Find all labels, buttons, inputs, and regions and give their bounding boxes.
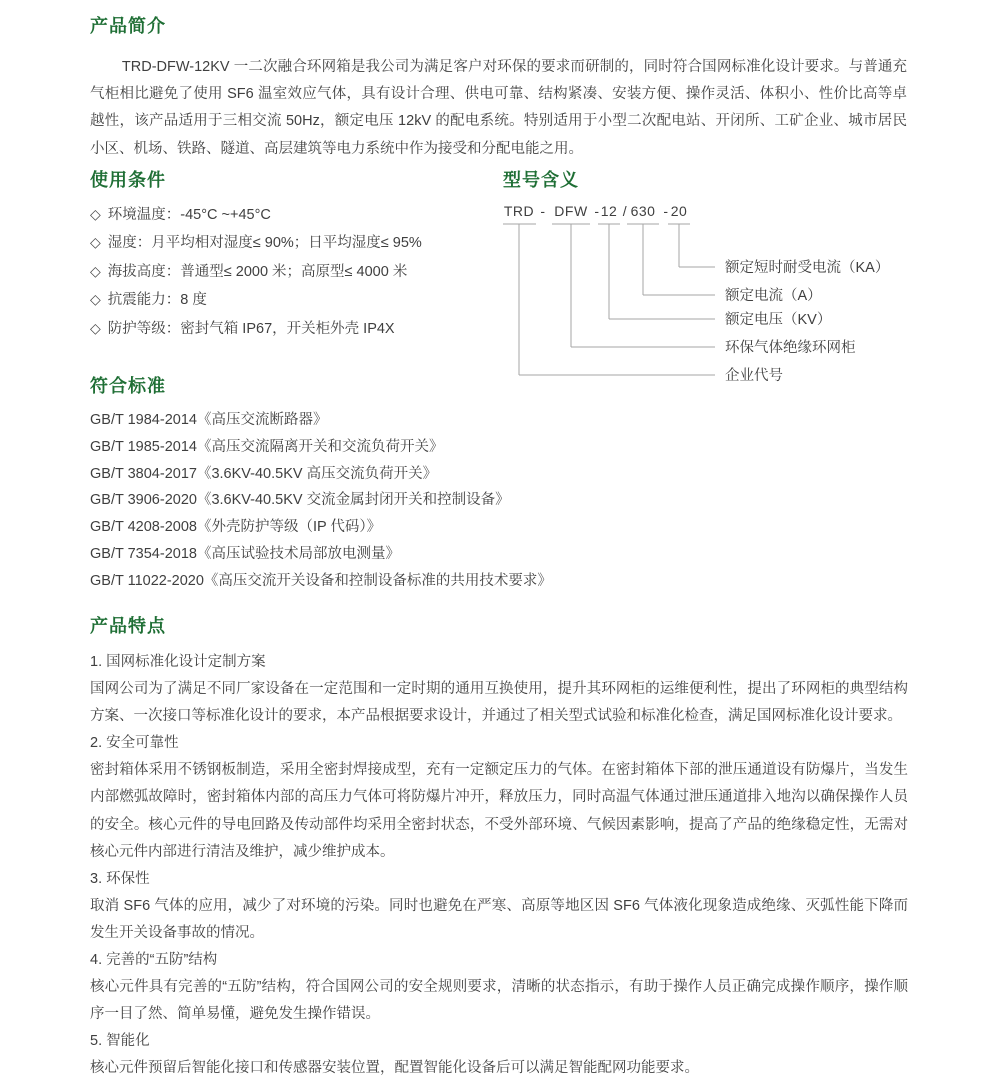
section-model-designation: [503, 168, 923, 390]
section-title-model-designation: 型号含义: [503, 170, 579, 190]
model-code-prefix: TRD: [503, 203, 535, 219]
section-product-introduction: [90, 14, 907, 163]
condition-item: [90, 201, 490, 229]
condition-item: [90, 286, 490, 314]
section-usage-conditions: [90, 168, 490, 343]
condition-item: [90, 258, 490, 286]
feature-body: 国网公司为了满足不同厂家设备在一定范围和一定时期的通用互换使用，提升其环网柜的运维便利性，提出了环网柜的典型结构方案、一次接口等标准化设计的要求，本产品根据要求设计，并通过了相关型式试验和标准化检查，满足国网标准化设计要求。: [90, 681, 908, 725]
model-code-voltage: 12: [600, 203, 618, 219]
model-code-withstand: 20: [670, 203, 688, 219]
feature-name: 1. 国网标准化设计定制方案: [90, 654, 266, 670]
section-compliance-standards: [90, 374, 907, 595]
feature-item: [90, 1028, 908, 1082]
standard-item: GB/T 4208-2008《外壳防护等级（IP 代码）》: [90, 519, 382, 536]
model-label-gas-insulated-cabinet: 环保气体绝缘环网柜: [725, 340, 856, 356]
model-code-separator: -: [663, 203, 669, 219]
feature-item: [90, 866, 908, 947]
feature-item: [90, 947, 908, 1028]
standard-item: GB/T 1984-2014《高压交流断路器》: [90, 412, 328, 428]
condition-text: 湿度：月平均相对湿度≤ 90%；日平均湿度≤ 95%: [107, 235, 422, 252]
standard-item: GB/T 3804-2017《3.6KV-40.5KV 高压交流负荷开关》: [90, 465, 438, 482]
model-code-separator: -: [540, 203, 546, 219]
section-product-features: [90, 614, 908, 1083]
diamond-bullet-icon: ◇: [90, 234, 101, 251]
model-label-rated-current: 额定电流（A）: [725, 288, 822, 304]
section-title-compliance-standards: 符合标准: [90, 376, 166, 396]
features-list: [90, 649, 908, 1083]
feature-name: 2. 安全可靠性: [90, 735, 179, 752]
section-title-product-features: 产品特点: [90, 616, 166, 636]
model-label-rated-voltage: 额定电压（KV）: [725, 312, 832, 328]
condition-item: [90, 315, 490, 343]
standard-item: GB/T 7354-2018《高压试验技术局部放电测量》: [90, 545, 400, 562]
feature-body: 密封箱体采用不锈钢板制造，采用全密封焊接成型，充有一定额定压力的气体。在密封箱体下部的泄压通道设有防爆片，当发生内部燃弧故障时，密封箱体内部的高压力气体可将防爆片冲开，释放压力，同时高温气体通过泄压通道排入地沟以确保操作人员的安全。核心元件的导电回路及传动部件均采用全密封状态，不受外部环境、气候因素影响，提高了产品的绝缘稳定性，无需对核心元件内部进行清洁及维护，减少维护成本。: [90, 762, 908, 860]
standard-item: GB/T 1985-2014《高压交流隔离开关和交流负荷开关》: [90, 438, 444, 455]
condition-text: 海拔高度：普通型≤ 2000 米；高原型≤ 4000 米: [107, 263, 408, 280]
diamond-bullet-icon: ◇: [90, 262, 101, 279]
diamond-bullet-icon: ◇: [90, 319, 101, 336]
feature-name: 3. 环保性: [90, 870, 150, 887]
model-code-series: DFW: [554, 203, 588, 219]
section-title-product-introduction: 产品简介: [90, 16, 166, 36]
feature-name: 5. 智能化: [90, 1033, 150, 1050]
feature-item: [90, 730, 908, 865]
feature-body: 取消 SF6 气体的应用，减少了对环境的污染。同时也避免在严寒、高原等地区因 SF6 气体液化现象造成绝缘、灭弧性能下降而发生开关设备事故的情况。: [90, 897, 908, 941]
model-code-separator: -: [594, 203, 600, 219]
section-title-usage-conditions: 使用条件: [90, 170, 166, 190]
usage-conditions-list: [90, 201, 490, 343]
feature-body: 核心元件预留后智能化接口和传感器安装位置，配置智能化设备后可以满足智能配网功能要求。: [90, 1060, 699, 1077]
condition-item: [90, 229, 490, 257]
model-code-current: 630: [630, 203, 656, 219]
standards-list: [90, 407, 907, 595]
model-code-separator: /: [622, 203, 628, 219]
condition-text: 环境温度：-45°C ~+45°C: [107, 207, 271, 223]
intro-paragraph: TRD-DFW-12KV 一二次融合环网箱是我公司为满足客户对环保的要求而研制的，同时符合国网标准化设计要求。与普通充气柜相比避免了使用 SF6 温室效应气体，具有设计合理、供电可靠、结构紧凑、安装方便、操作灵活、体积小、性价比高等卓越性，该产品适用于三相交流 50Hz，额定电压 12kV 的配电系统。特别适用于小型二次配电站、开闭所、工矿企业、城市居民小区、机场、铁路、隧道、高层建筑等电力系统中作为接受和分配电能之用。: [90, 59, 907, 157]
model-label-short-time-withstand-current: 额定短时耐受电流（KA）: [725, 260, 890, 276]
feature-body: 核心元件具有完善的“五防”结构，符合国网公司的安全规则要求，清晰的状态指示，有助于操作人员正确完成操作顺序，操作顺序一目了然、简单易懂，避免发生操作错误。: [90, 979, 908, 1023]
diamond-bullet-icon: ◇: [90, 206, 101, 222]
model-designation-diagram: [503, 198, 915, 390]
model-label-enterprise-code: 企业代号: [725, 368, 783, 384]
standard-item: GB/T 3906-2020《3.6KV-40.5KV 交流金属封闭开关和控制设备》: [90, 492, 510, 509]
feature-item: [90, 649, 908, 730]
standard-item: GB/T 11022-2020《高压交流开关设备和控制设备标准的共用技术要求》: [90, 572, 552, 589]
condition-text: 抗震能力：8 度: [107, 292, 207, 309]
diamond-bullet-icon: ◇: [90, 291, 101, 308]
feature-name: 4. 完善的“五防”结构: [90, 952, 218, 969]
condition-text: 防护等级：密封气箱 IP67，开关柜外壳 IP4X: [107, 320, 395, 337]
